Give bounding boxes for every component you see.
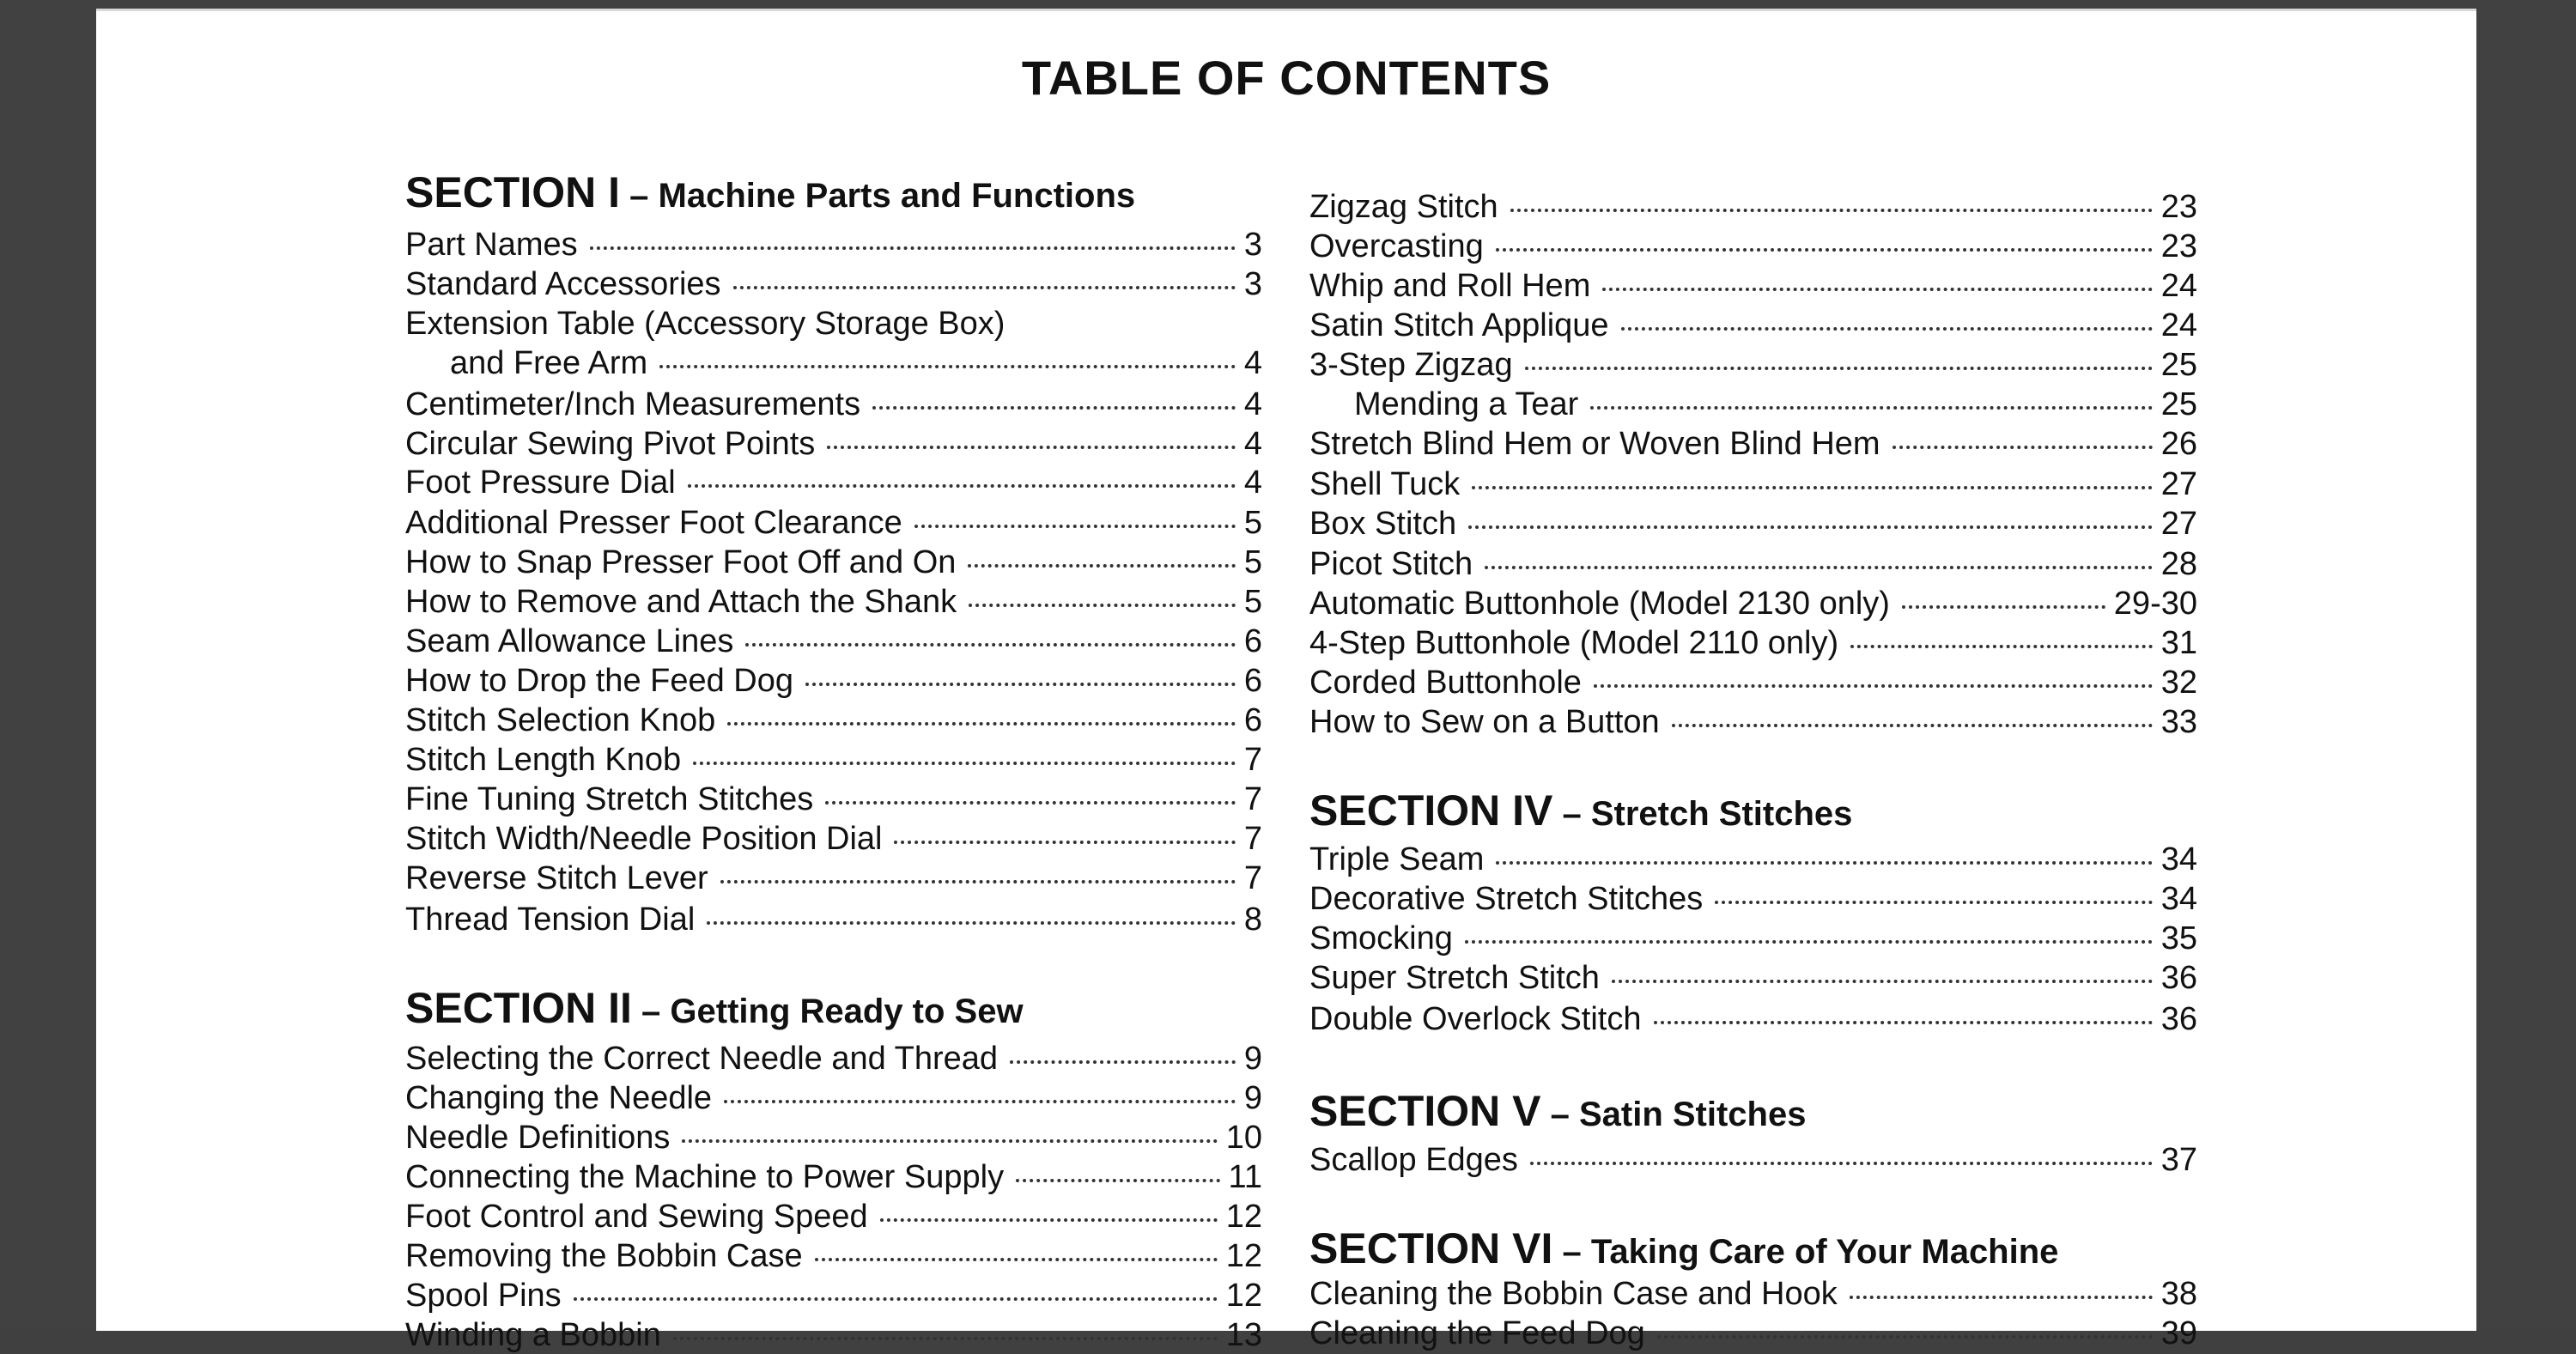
- section-dash: –: [1552, 795, 1591, 833]
- toc-entry[interactable]: [1309, 959, 2197, 997]
- toc-entry-page: 7: [1243, 742, 1262, 778]
- toc-entry-label: Satin Stitch Applique: [1309, 307, 1609, 343]
- toc-entry-label: Circular Sewing Pivot Points: [405, 426, 816, 462]
- dot-leader: [727, 722, 1236, 726]
- toc-entry-page: 3: [1243, 266, 1262, 302]
- toc-entry-label: Double Overlock Stitch: [1309, 1001, 1642, 1037]
- toc-entry-page: 5: [1243, 544, 1262, 580]
- dot-leader: [1465, 940, 2153, 944]
- toc-entry-page: 37: [2160, 1142, 2197, 1178]
- toc-entry[interactable]: [1309, 228, 2197, 265]
- toc-entry-page: 8: [1243, 902, 1262, 938]
- section-title: Stretch Stitches: [1590, 795, 1853, 833]
- toc-entry-page: 5: [1243, 584, 1262, 620]
- dot-leader: [1485, 566, 2153, 569]
- toc-entry-label: Shell Tuck: [1309, 466, 1461, 502]
- toc-entry[interactable]: [405, 1119, 1262, 1157]
- toc-entry-label: Additional Presser Foot Clearance: [405, 505, 902, 541]
- toc-entry-page: 38: [2160, 1276, 2197, 1312]
- dot-leader: [1654, 1021, 2153, 1024]
- toc-entry[interactable]: [405, 464, 1262, 501]
- toc-entry[interactable]: [1309, 307, 2197, 344]
- toc-entry-label: How to Remove and Attach the Shank: [405, 584, 957, 620]
- dot-leader: [1657, 1335, 2153, 1339]
- toc-entry[interactable]: [405, 901, 1262, 938]
- toc-entry[interactable]: [1309, 188, 2197, 226]
- toc-entry-page: 32: [2160, 665, 2197, 701]
- toc-entry-label: Decorative Stretch Stitches: [1309, 881, 1704, 917]
- toc-entry-label: Smocking: [1309, 920, 1453, 956]
- toc-entry[interactable]: [405, 741, 1262, 779]
- toc-entry[interactable]: [405, 820, 1262, 858]
- dot-leader: [1530, 1162, 2153, 1165]
- toc-entry[interactable]: [1309, 624, 2197, 662]
- dot-leader: [827, 446, 1236, 449]
- toc-entry-label: Cleaning the Feed Dog: [1309, 1315, 1645, 1351]
- toc-entry-page: 11: [1228, 1159, 1262, 1195]
- toc-entry-page: 28: [2160, 546, 2197, 582]
- toc-entry-page: 4: [1243, 464, 1262, 501]
- dot-leader: [1496, 248, 2153, 252]
- toc-entry-label: Whip and Roll Hem: [1309, 268, 1591, 304]
- toc-entry[interactable]: [1309, 841, 2197, 878]
- toc-entry-label: Spool Pins: [405, 1278, 562, 1314]
- section-title: Machine Parts and Functions: [658, 177, 1136, 215]
- dot-leader: [1016, 1179, 1219, 1182]
- toc-entry[interactable]: [405, 622, 1262, 660]
- toc-entry[interactable]: [405, 1079, 1262, 1117]
- dot-leader: [733, 286, 1236, 289]
- toc-entry-label: Changing the Needle: [405, 1080, 713, 1116]
- toc-entry-page: 7: [1243, 821, 1262, 857]
- toc-entry[interactable]: [1309, 545, 2197, 583]
- dot-leader: [880, 1218, 1218, 1222]
- toc-entry-page: 24: [2160, 268, 2197, 304]
- dot-leader: [815, 1258, 1218, 1261]
- toc-entry[interactable]: [405, 265, 1262, 303]
- toc-entry[interactable]: [405, 662, 1262, 700]
- toc-entry[interactable]: [1309, 703, 2197, 741]
- dot-leader: [1612, 980, 2153, 983]
- toc-entry[interactable]: [1309, 505, 2197, 543]
- toc-entry-label: Picot Stitch: [1309, 546, 1473, 582]
- dot-leader: [693, 762, 1236, 765]
- toc-entry-page: 12: [1225, 1278, 1262, 1314]
- toc-entry-label: Part Names: [405, 227, 578, 263]
- dot-leader: [1715, 901, 2152, 904]
- dot-leader: [1672, 724, 2153, 727]
- section-title: Getting Ready to Sew: [670, 993, 1024, 1030]
- toc-entry[interactable]: [405, 701, 1262, 739]
- toc-entry-page: 34: [2160, 881, 2197, 917]
- toc-entry-page: 39: [2160, 1315, 2197, 1351]
- toc-entry[interactable]: [405, 780, 1262, 818]
- toc-entry-page: 34: [2160, 841, 2197, 877]
- section-dash: –: [1552, 1233, 1591, 1271]
- dot-leader: [724, 1100, 1236, 1103]
- toc-entry[interactable]: [405, 386, 1262, 423]
- toc-entry[interactable]: [405, 1277, 1262, 1315]
- toc-entry[interactable]: [405, 1198, 1262, 1236]
- toc-entry-label: Needle Definitions: [405, 1120, 671, 1156]
- dot-leader: [872, 406, 1236, 410]
- toc-entry-page: 9: [1243, 1080, 1262, 1116]
- dot-leader: [1472, 486, 2152, 489]
- toc-entry-page: 7: [1243, 781, 1262, 817]
- dot-leader: [720, 880, 1236, 883]
- toc-entry-label: Thread Tension Dial: [405, 902, 696, 938]
- toc-entry[interactable]: [1309, 664, 2197, 701]
- toc-entry-label: Centimeter/Inch Measurements: [405, 386, 861, 422]
- toc-entry[interactable]: [1309, 1141, 2197, 1179]
- toc-entry[interactable]: [405, 859, 1262, 897]
- dot-leader: [805, 683, 1236, 686]
- dot-leader: [1496, 861, 2152, 865]
- dot-leader: [968, 564, 1235, 568]
- toc-entry-page: 27: [2160, 506, 2197, 542]
- section-dash: –: [631, 993, 671, 1030]
- toc-entry[interactable]: [1309, 1275, 2197, 1313]
- toc-entry-page: 3: [1243, 227, 1262, 263]
- document-page: [96, 9, 2476, 1353]
- toc-entry[interactable]: [405, 504, 1262, 542]
- dot-leader: [1010, 1060, 1236, 1064]
- dot-leader: [1594, 684, 2153, 688]
- toc-entry-label: Scallop Edges: [1309, 1142, 1518, 1178]
- toc-entry-label: Reverse Stitch Lever: [405, 860, 708, 896]
- section-heading-6: [1309, 1224, 2059, 1272]
- toc-entry-page: 25: [2160, 347, 2197, 383]
- toc-entry[interactable]: [405, 583, 1262, 621]
- dot-leader: [745, 643, 1236, 647]
- toc-entry[interactable]: [405, 1316, 1262, 1354]
- toc-entry[interactable]: [405, 543, 1262, 581]
- section-title: Satin Stitches: [1578, 1096, 1807, 1133]
- toc-entry-label: Automatic Buttonhole (Model 2130 only): [1309, 586, 1890, 622]
- toc-entry[interactable]: [405, 1237, 1262, 1275]
- section-heading-4: [1309, 786, 1853, 835]
- section-number: SECTION V: [1309, 1087, 1541, 1135]
- dot-leader: [574, 1297, 1218, 1301]
- toc-entry-label: Mending a Tear: [1354, 386, 1579, 422]
- toc-entry-page: 23: [2160, 189, 2197, 225]
- toc-entry-label: Standard Accessories: [405, 266, 721, 302]
- dot-leader: [1590, 406, 2152, 410]
- dot-leader: [1602, 288, 2152, 291]
- toc-entry-page: 35: [2160, 920, 2197, 956]
- toc-entry-page: 33: [2160, 704, 2197, 740]
- toc-entry-page: 10: [1225, 1120, 1262, 1156]
- toc-entry[interactable]: [1309, 386, 2197, 423]
- toc-entry-page: 5: [1243, 505, 1262, 541]
- section-heading-5: [1309, 1087, 1807, 1135]
- toc-entry-page: 12: [1225, 1199, 1262, 1235]
- toc-entry-label: Fine Tuning Stretch Stitches: [405, 781, 814, 817]
- toc-entry[interactable]: [1309, 585, 2197, 622]
- toc-entry-page: 4: [1243, 345, 1262, 381]
- toc-entry[interactable]: [405, 425, 1262, 463]
- dot-leader: [1850, 1296, 2153, 1299]
- toc-entry[interactable]: [1309, 425, 2197, 463]
- toc-entry[interactable]: [405, 1040, 1262, 1078]
- toc-entry-label: Super Stretch Stitch: [1309, 960, 1600, 996]
- toc-entry-page: 31: [2160, 625, 2197, 661]
- page-title: TABLE OF CONTENTS: [1021, 51, 1552, 105]
- dot-leader: [682, 1139, 1217, 1143]
- section-title: Taking Care of Your Machine: [1590, 1233, 2059, 1271]
- toc-entry-label: How to Drop the Feed Dog: [405, 663, 794, 699]
- dot-leader: [1510, 209, 2153, 212]
- toc-entry-label: Connecting the Machine to Power Supply: [405, 1159, 1005, 1195]
- toc-entry-page: 26: [2160, 426, 2197, 462]
- toc-entry[interactable]: [405, 226, 1262, 264]
- section-number: SECTION IV: [1309, 786, 1553, 835]
- toc-entry[interactable]: [1309, 1000, 2197, 1038]
- dot-leader: [1893, 446, 2153, 449]
- section-number: SECTION II: [405, 984, 632, 1032]
- toc-entry-label: Foot Control and Sewing Speed: [405, 1199, 868, 1235]
- toc-entry-page: 12: [1225, 1238, 1262, 1274]
- toc-entry[interactable]: [405, 344, 1262, 382]
- dot-leader: [659, 365, 1236, 368]
- dot-leader: [673, 1337, 1218, 1340]
- toc-entry-label: 4-Step Buttonhole (Model 2110 only): [1309, 625, 1839, 661]
- toc-entry-page: 6: [1243, 702, 1262, 738]
- toc-entry-label: Extension Table (Accessory Storage Box): [405, 306, 1005, 342]
- dot-leader: [894, 841, 1235, 844]
- toc-entry-label: 3-Step Zigzag: [1309, 347, 1513, 383]
- toc-entry-page: 9: [1243, 1041, 1262, 1077]
- toc-entry-page: 4: [1243, 426, 1262, 462]
- section-number: SECTION I: [405, 168, 621, 216]
- dot-leader: [1902, 605, 2105, 609]
- toc-entry[interactable]: [1309, 267, 2197, 305]
- toc-entry[interactable]: [1309, 465, 2197, 503]
- toc-entry-label: Seam Allowance Lines: [405, 623, 734, 659]
- toc-entry[interactable]: [1309, 920, 2197, 957]
- dot-leader: [969, 604, 1236, 607]
- dot-leader: [688, 484, 1236, 488]
- dot-leader: [707, 921, 1236, 925]
- toc-entry-page: 23: [2160, 228, 2197, 264]
- section-dash: –: [620, 177, 659, 215]
- toc-entry-label: Stitch Selection Knob: [405, 702, 716, 738]
- toc-entry-label: Selecting the Correct Needle and Thread: [405, 1041, 999, 1077]
- toc-entry-page: 36: [2160, 960, 2197, 996]
- toc-entry[interactable]: [405, 1158, 1262, 1196]
- toc-entry-page: 6: [1243, 623, 1262, 659]
- section-number: SECTION VI: [1309, 1224, 1553, 1272]
- dot-leader: [825, 801, 1236, 805]
- toc-entry-label: Stitch Width/Needle Position Dial: [405, 821, 883, 857]
- toc-entry-label: Cleaning the Bobbin Case and Hook: [1309, 1276, 1838, 1312]
- toc-entry-label: Corded Buttonhole: [1309, 665, 1582, 701]
- toc-entry-label: Stretch Blind Hem or Woven Blind Hem: [1309, 426, 1880, 462]
- toc-entry[interactable]: [405, 305, 1262, 343]
- toc-entry-page: 29-30: [2113, 586, 2197, 622]
- toc-entry[interactable]: [1309, 880, 2197, 918]
- toc-entry-label: Triple Seam: [1309, 841, 1485, 877]
- toc-entry-page: 24: [2160, 307, 2197, 343]
- toc-entry-page: 4: [1243, 386, 1262, 422]
- toc-entry-page: 13: [1225, 1317, 1262, 1353]
- dot-leader: [1468, 525, 2153, 529]
- dot-leader: [1850, 645, 2153, 648]
- toc-entry-page: 27: [2160, 466, 2197, 502]
- toc-entry-label: and Free Arm: [450, 345, 648, 381]
- toc-entry[interactable]: [1309, 346, 2197, 384]
- toc-entry-page: 7: [1243, 860, 1262, 896]
- toc-entry-page: 6: [1243, 663, 1262, 699]
- dot-leader: [914, 525, 1236, 528]
- toc-entry[interactable]: [1309, 1315, 2197, 1352]
- toc-entry-page: 36: [2160, 1001, 2197, 1037]
- toc-entry-label: Stitch Length Knob: [405, 742, 682, 778]
- toc-entry-label: Zigzag Stitch: [1309, 189, 1498, 225]
- dot-leader: [1621, 327, 2153, 331]
- section-heading-2: [405, 984, 1024, 1032]
- toc-entry-label: Box Stitch: [1309, 506, 1457, 542]
- toc-entry-label: Foot Pressure Dial: [405, 464, 676, 501]
- toc-entry-label: Winding a Bobbin: [405, 1317, 661, 1353]
- dot-leader: [1525, 367, 2153, 370]
- toc-entry-page: 25: [2160, 386, 2197, 422]
- toc-entry-label: How to Sew on a Button: [1309, 704, 1660, 740]
- toc-entry-label: How to Snap Presser Foot Off and On: [405, 544, 957, 580]
- section-dash: –: [1540, 1096, 1579, 1133]
- toc-entry-label: Removing the Bobbin Case: [405, 1238, 803, 1274]
- toc-entry-label: Overcasting: [1309, 228, 1484, 264]
- section-heading-1: [405, 168, 1136, 216]
- dot-leader: [590, 246, 1236, 250]
